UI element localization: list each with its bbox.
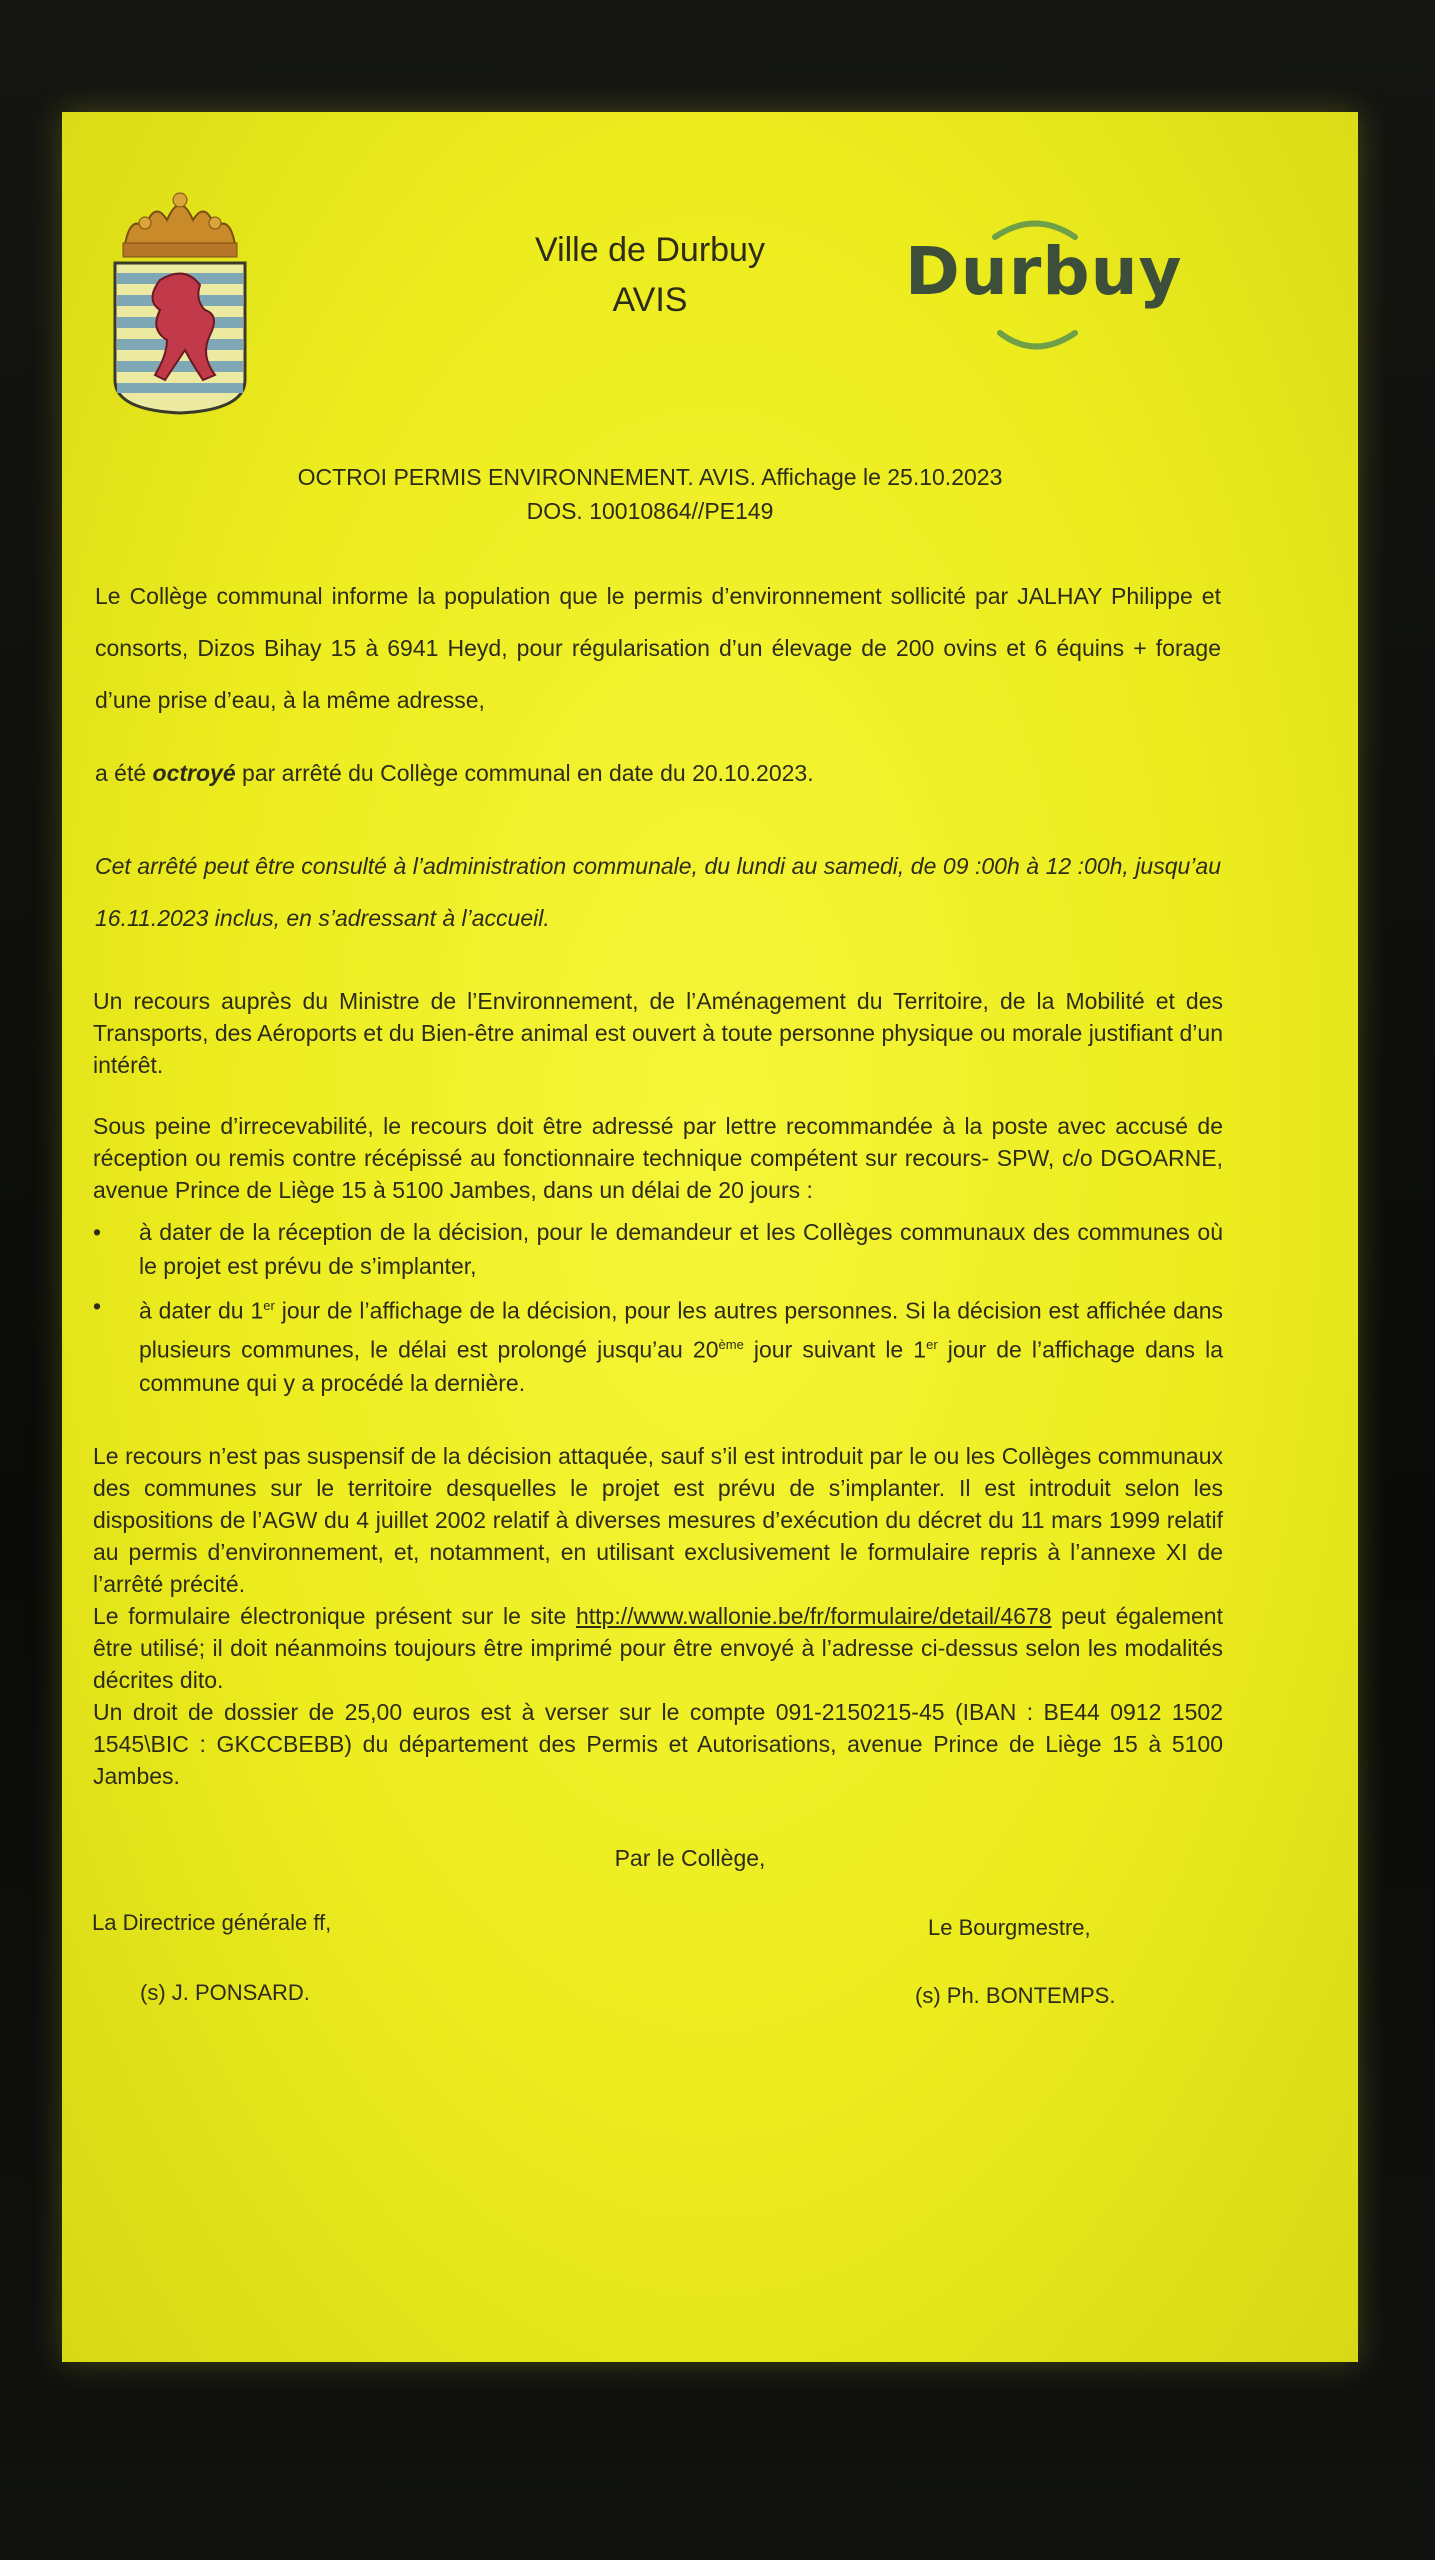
bullet-text-2d: jour de l’affichage dans la commune qui y a procédé la dernière. — [139, 1336, 1223, 1397]
form-text-end: peut également être utilisé; il doit néanmoins toujours être imprimé pour être envoyé à l’adresse ci-dessus selon les modalités décrites dito. — [93, 1603, 1223, 1693]
bullet-icon: • — [93, 1219, 102, 1245]
coat-of-arms-icon — [105, 185, 255, 415]
bullet-text-2c: jour suivant le 1 — [743, 1336, 927, 1363]
appeal-paragraph: Un recours auprès du Ministre de l’Environnement, de l’Aménagement du Territoire, de la Mobilité et des Transports, des Aéroports et du Bien-être animal est ouvert à toute personne physique ou morale justifiant d’un intérêt. — [93, 988, 1223, 1078]
director-name: (s) J. PONSARD. — [140, 1980, 310, 2005]
bullet-text-2a: à dater du 1 — [139, 1297, 264, 1324]
list-item — [93, 1215, 1223, 1283]
bullet-text-2b: jour de l’affichage de la décision, pour les autres personnes. Si la décision est affichée dans plusieurs communes, le délai est prolongé jusqu’au 20 — [139, 1297, 1223, 1363]
closing-line: Par le Collège, — [614, 1845, 766, 1871]
form-text-start: Le formulaire électronique présent sur le site — [93, 1603, 576, 1629]
subject-line-1: OCTROI PERMIS ENVIRONNEMENT. AVIS. Affichage le 25.10.2023 — [297, 464, 1003, 490]
form-paragraph — [93, 1600, 1223, 1792]
mayor-title: Le Bourgmestre, — [928, 1915, 1091, 1940]
suspensive-paragraph: Le recours n’est pas suspensif de la décision attaquée, sauf s’il est introduit par le ou les Collèges communaux des communes sur le territoire desquelles le projet est prévu de s’implanter. Il est introduit selon les dispositions de l’AGW du 4 juillet 2002 relatif à diverses mesures d’exécution du décret du 11 mars 1999 relatif au permis d’environnement, et, notamment, en utilisant exclusivement le formulaire repris à l’annexe XI de l’arrêté précité. — [93, 1443, 1223, 1597]
appeal-procedure-paragraph: Sous peine d’irrecevabilité, le recours doit être adressé par lettre recommandée à la poste avec accusé de réception ou remis contre récépissé au fonctionnaire technique compétent sur recours- SPW, c/o DGOARNE, avenue Prince de Liège 15 à 5100 Jambes, dans un délai de 20 jours : — [93, 1113, 1223, 1203]
bullet-text-1: à dater de la réception de la décision, pour le demandeur et les Collèges communaux des communes où le projet est prévu de s’implanter, — [139, 1219, 1223, 1279]
doc-type: AVIS — [612, 281, 688, 319]
notice-subject — [240, 460, 1060, 528]
bullet-icon: • — [93, 1293, 102, 1319]
consultation-paragraph: Cet arrêté peut être consulté à l’administration communale, du lundi au samedi, de 09 :00h à 12 :00h, jusqu’au 16.11.2023 inclus, en s’adressant à l’accueil. — [95, 853, 1221, 931]
ordinal-sup: er — [926, 1336, 938, 1352]
list-item — [93, 1289, 1223, 1400]
logo-text: Durbuy — [905, 233, 1183, 310]
fee-paragraph: Un droit de dossier de 25,00 euros est à verser sur le compte 091-2150215-45 (IBAN : BE44 0912 1502 1545\BIC : GKCCBEBB) du département des Permis et Autorisations, avenue Prince de Liège 15 à 5100 Jambes. — [93, 1699, 1223, 1789]
form-link[interactable]: http://www.wallonie.be/fr/formulaire/detail/4678 — [575, 1603, 1052, 1629]
deadline-list — [93, 1215, 1223, 1406]
director-title: La Directrice générale ff, — [92, 1910, 332, 1935]
city-name: Ville de Durbuy — [535, 231, 765, 269]
durbuy-logo — [905, 215, 1183, 355]
ordinal-sup: er — [263, 1298, 275, 1313]
decision-text-end: par arrêté du Collège communal en date du 20.10.2023. — [235, 760, 814, 786]
decision-text-start: a été — [95, 760, 153, 786]
decision-paragraph — [95, 753, 1221, 793]
ordinal-sup: ème — [718, 1336, 744, 1352]
subject-line-2: DOS. 10010864//PE149 — [526, 498, 774, 524]
mayor-name: (s) Ph. BONTEMPS. — [915, 1983, 1116, 2008]
intro-paragraph: Le Collège communal informe la population que le permis d’environnement sollicité par JALHAY Philippe et consorts, Dizos Bihay 15 à 6941 Heyd, pour régularisation d’un élevage de 200 ovins et 6 équins + forage d’une prise d’eau, à la même adresse, — [95, 583, 1221, 713]
decision-keyword: octroyé — [152, 760, 236, 786]
header-title — [400, 225, 900, 325]
